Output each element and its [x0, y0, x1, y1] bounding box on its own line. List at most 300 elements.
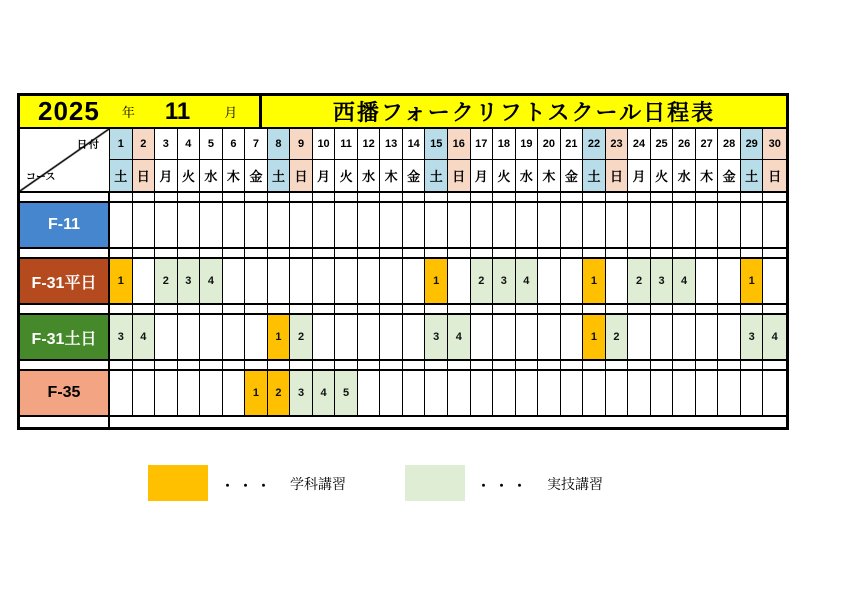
- spacer-cell: [673, 193, 696, 201]
- spacer-cell: [358, 193, 381, 201]
- dow-header-16: 日: [448, 160, 471, 192]
- schedule-cell-r4-d6: [223, 371, 246, 415]
- dow-header-2: 日: [133, 160, 156, 192]
- spacer-cell: [628, 249, 651, 257]
- schedule-cell-r1-d6: [223, 203, 246, 247]
- spacer-cell: [268, 249, 291, 257]
- schedule-cell-r1-d11: [335, 203, 358, 247]
- spacer-cell: [200, 305, 223, 313]
- spacer-cell: [178, 193, 201, 201]
- spacer-cell: [200, 249, 223, 257]
- schedule-cell-r2-d24: 2: [628, 259, 651, 303]
- schedule-cell-r3-d17: [471, 315, 494, 359]
- dow-header-17: 月: [471, 160, 494, 192]
- schedule-cell-r3-d8: 1: [268, 315, 291, 359]
- schedule-cell-r4-d29: [741, 371, 764, 415]
- spacer-cell: [606, 249, 629, 257]
- spacer-cell: [110, 249, 133, 257]
- schedule-cell-r3-d20: [538, 315, 561, 359]
- dow-header-19: 水: [516, 160, 539, 192]
- schedule-cell-r4-d25: [651, 371, 674, 415]
- month-value: 11: [164, 97, 191, 125]
- schedule-cell-r1-d23: [606, 203, 629, 247]
- schedule-cell-r4-d30: [763, 371, 786, 415]
- schedule-cell-r4-d28: [718, 371, 741, 415]
- spacer-cell: [673, 249, 696, 257]
- date-header-18: 18: [493, 129, 516, 160]
- spacer-cell: [403, 417, 426, 427]
- spacer-cell: [178, 305, 201, 313]
- spacer-cell: [335, 417, 358, 427]
- spacer-cell: [290, 417, 313, 427]
- spacer-cell: [741, 361, 764, 369]
- spacer-cell: [673, 361, 696, 369]
- schedule-cell-r2-d13: [380, 259, 403, 303]
- schedule-cell-r2-d26: 4: [673, 259, 696, 303]
- dow-header-25: 火: [651, 160, 674, 192]
- spacer-cell: [538, 249, 561, 257]
- schedule-cell-r4-d13: [380, 371, 403, 415]
- schedule-cell-r1-d16: [448, 203, 471, 247]
- schedule-cell-r1-d3: [155, 203, 178, 247]
- spacer-cell: [178, 417, 201, 427]
- spacer-cell: [628, 193, 651, 201]
- dow-header-6: 木: [223, 160, 246, 192]
- schedule-cell-r2-d9: [290, 259, 313, 303]
- schedule-cell-r3-d7: [245, 315, 268, 359]
- spacer-cell: [268, 417, 291, 427]
- date-header-7: 7: [245, 129, 268, 160]
- spacer-cell: [245, 361, 268, 369]
- legend: [0, 464, 842, 504]
- schedule-cell-r3-d25: [651, 315, 674, 359]
- schedule-cell-r2-d8: [268, 259, 291, 303]
- schedule-cell-r3-d19: [516, 315, 539, 359]
- spacer-cell: [110, 417, 133, 427]
- schedule-table: [17, 93, 789, 430]
- date-header-11: 11: [335, 129, 358, 160]
- date-header-15: 15: [425, 129, 448, 160]
- schedule-cell-r1-d27: [696, 203, 719, 247]
- schedule-cell-r1-d10: [313, 203, 336, 247]
- dow-header-23: 日: [606, 160, 629, 192]
- spacer-cell: [448, 249, 471, 257]
- spacer-row: [20, 361, 786, 371]
- spacer-cell: [763, 417, 786, 427]
- spacer-cell: [268, 305, 291, 313]
- schedule-cell-r4-d9: 3: [290, 371, 313, 415]
- schedule-cell-r3-d21: [561, 315, 584, 359]
- schedule-cell-r1-d26: [673, 203, 696, 247]
- schedule-cell-r1-d1: [110, 203, 133, 247]
- schedule-cell-r3-d10: [313, 315, 336, 359]
- dow-header-9: 日: [290, 160, 313, 192]
- date-header-16: 16: [448, 129, 471, 160]
- date-header-10: 10: [313, 129, 336, 160]
- schedule-cell-r3-d13: [380, 315, 403, 359]
- date-header-6: 6: [223, 129, 246, 160]
- spacer-cell: [718, 249, 741, 257]
- schedule-cell-r3-d15: 3: [425, 315, 448, 359]
- spacer-cell: [493, 417, 516, 427]
- spacer-cell: [155, 193, 178, 201]
- spacer-cell: [741, 417, 764, 427]
- schedule-cell-r2-d17: 2: [471, 259, 494, 303]
- spacer-cell: [110, 361, 133, 369]
- title-band: [20, 96, 786, 129]
- schedule-cell-r1-d21: [561, 203, 584, 247]
- schedule-cell-r1-d19: [516, 203, 539, 247]
- spacer-cell: [763, 193, 786, 201]
- schedule-cell-r2-d15: 1: [425, 259, 448, 303]
- spacer-cell: [380, 305, 403, 313]
- date-header-20: 20: [538, 129, 561, 160]
- spacer-cell: [538, 417, 561, 427]
- spacer-cell: [471, 193, 494, 201]
- spacer-label-cell: [20, 193, 110, 201]
- schedule-cell-r1-d17: [471, 203, 494, 247]
- schedule-cell-r3-d28: [718, 315, 741, 359]
- spacer-cell: [425, 193, 448, 201]
- schedule-cell-r2-d3: 2: [155, 259, 178, 303]
- spacer-cell: [493, 361, 516, 369]
- dow-header-12: 水: [358, 160, 381, 192]
- spacer-cell: [448, 417, 471, 427]
- spacer-row: [20, 305, 786, 315]
- schedule-cell-r3-d16: 4: [448, 315, 471, 359]
- spacer-cell: [516, 305, 539, 313]
- dow-header-13: 木: [380, 160, 403, 192]
- spacer-cell: [380, 417, 403, 427]
- spacer-cell: [561, 361, 584, 369]
- dow-header-14: 金: [403, 160, 426, 192]
- date-header-23: 23: [606, 129, 629, 160]
- spacer-cell: [425, 305, 448, 313]
- spacer-cell: [696, 249, 719, 257]
- spacer-cell: [673, 417, 696, 427]
- spacer-cell: [606, 305, 629, 313]
- schedule-cell-r4-d4: [178, 371, 201, 415]
- spacer-cell: [223, 249, 246, 257]
- schedule-cell-r1-d20: [538, 203, 561, 247]
- schedule-cell-r3-d24: [628, 315, 651, 359]
- spacer-cell: [516, 417, 539, 427]
- spacer-cell: [583, 417, 606, 427]
- spacer-cell: [696, 361, 719, 369]
- month-suffix: 月: [224, 105, 238, 120]
- corner-date-label: 日付: [77, 140, 101, 151]
- spacer-cell: [335, 361, 358, 369]
- spacer-cell: [223, 193, 246, 201]
- schedule-cell-r3-d26: [673, 315, 696, 359]
- date-header-12: 12: [358, 129, 381, 160]
- schedule-cell-r4-d8: 2: [268, 371, 291, 415]
- schedule-cell-r2-d7: [245, 259, 268, 303]
- schedule-cell-r1-d22: [583, 203, 606, 247]
- spacer-cell: [200, 361, 223, 369]
- date-header-14: 14: [403, 129, 426, 160]
- legend-swatch-gakka: [148, 465, 208, 501]
- spacer-cell: [763, 249, 786, 257]
- schedule-cell-r4-d5: [200, 371, 223, 415]
- schedule-cell-r3-d3: [155, 315, 178, 359]
- schedule-cell-r2-d12: [358, 259, 381, 303]
- spacer-cell: [155, 361, 178, 369]
- spacer-cell: [696, 417, 719, 427]
- schedule-cell-r1-d24: [628, 203, 651, 247]
- schedule-cell-r3-d18: [493, 315, 516, 359]
- course-row-4: [20, 371, 786, 417]
- spacer-cell: [696, 305, 719, 313]
- schedule-cell-r3-d14: [403, 315, 426, 359]
- dow-header-30: 日: [763, 160, 786, 192]
- calendar-body: [20, 193, 786, 427]
- schedule-cell-r3-d4: [178, 315, 201, 359]
- spacer-cell: [403, 249, 426, 257]
- year-suffix: 年: [121, 105, 135, 120]
- spacer-cell: [741, 305, 764, 313]
- schedule-cell-r4-d16: [448, 371, 471, 415]
- spacer-cell: [606, 417, 629, 427]
- schedule-cell-r1-d9: [290, 203, 313, 247]
- schedule-cell-r3-d11: [335, 315, 358, 359]
- date-header-17: 17: [471, 129, 494, 160]
- spacer-cell: [425, 361, 448, 369]
- date-header-25: 25: [651, 129, 674, 160]
- legend-label-jitsugi: 実技講習: [547, 476, 603, 492]
- spacer-cell: [403, 193, 426, 201]
- schedule-cell-r1-d15: [425, 203, 448, 247]
- schedule-cell-r2-d29: 1: [741, 259, 764, 303]
- spacer-cell: [538, 305, 561, 313]
- course-label-2: F-31平日: [20, 259, 110, 303]
- spacer-cell: [155, 417, 178, 427]
- schedule-cell-r1-d18: [493, 203, 516, 247]
- spacer-cell: [561, 193, 584, 201]
- spacer-cell: [583, 361, 606, 369]
- spacer-cell: [538, 193, 561, 201]
- spacer-cell: [493, 193, 516, 201]
- schedule-cell-r3-d23: 2: [606, 315, 629, 359]
- schedule-cell-r1-d25: [651, 203, 674, 247]
- spacer-cell: [696, 193, 719, 201]
- spacer-cell: [313, 305, 336, 313]
- schedule-cell-r2-d14: [403, 259, 426, 303]
- date-header-4: 4: [178, 129, 201, 160]
- date-dow-grid: [110, 129, 786, 191]
- spacer-cell: [380, 193, 403, 201]
- spacer-row: [20, 193, 786, 203]
- spacer-cell: [538, 361, 561, 369]
- schedule-cell-r2-d18: 3: [493, 259, 516, 303]
- date-header-24: 24: [628, 129, 651, 160]
- legend-dots-2: ・・・: [477, 478, 532, 493]
- schedule-cell-r2-d16: [448, 259, 471, 303]
- spacer-cell: [358, 305, 381, 313]
- spacer-cell: [223, 361, 246, 369]
- spacer-cell: [380, 361, 403, 369]
- schedule-cell-r2-d5: 4: [200, 259, 223, 303]
- spacer-cell: [313, 193, 336, 201]
- spacer-cell: [493, 305, 516, 313]
- schedule-cell-r4-d27: [696, 371, 719, 415]
- schedule-cell-r3-d6: [223, 315, 246, 359]
- spacer-label-cell: [20, 305, 110, 313]
- corner-course-label: コース: [26, 172, 56, 183]
- spacer-cell: [335, 249, 358, 257]
- schedule-cell-r3-d27: [696, 315, 719, 359]
- date-header-30: 30: [763, 129, 786, 160]
- spacer-cell: [133, 361, 156, 369]
- spacer-cell: [358, 249, 381, 257]
- schedule-cell-r1-d2: [133, 203, 156, 247]
- spacer-cell: [335, 193, 358, 201]
- schedule-cell-r2-d27: [696, 259, 719, 303]
- schedule-cell-r2-d21: [561, 259, 584, 303]
- schedule-cell-r2-d25: 3: [651, 259, 674, 303]
- spacer-cell: [290, 361, 313, 369]
- spacer-cell: [493, 249, 516, 257]
- dow-header-24: 月: [628, 160, 651, 192]
- spacer-cell: [516, 249, 539, 257]
- date-header-26: 26: [673, 129, 696, 160]
- schedule-cell-r4-d1: [110, 371, 133, 415]
- course-row-3: [20, 315, 786, 361]
- schedule-cell-r2-d22: 1: [583, 259, 606, 303]
- schedule-cell-r3-d30: 4: [763, 315, 786, 359]
- dow-header-8: 土: [268, 160, 291, 192]
- spacer-cell: [628, 305, 651, 313]
- spacer-cell: [133, 417, 156, 427]
- spacer-cell: [223, 417, 246, 427]
- spacer-cell: [155, 249, 178, 257]
- spacer-cell: [471, 305, 494, 313]
- dow-header-22: 土: [583, 160, 606, 192]
- schedule-cell-r4-d3: [155, 371, 178, 415]
- schedule-cell-r4-d10: 4: [313, 371, 336, 415]
- spacer-cell: [651, 361, 674, 369]
- schedule-cell-r2-d2: [133, 259, 156, 303]
- dow-header-28: 金: [718, 160, 741, 192]
- schedule-cell-r1-d5: [200, 203, 223, 247]
- spacer-cell: [651, 417, 674, 427]
- spacer-cell: [425, 417, 448, 427]
- spacer-cell: [178, 361, 201, 369]
- schedule-cell-r4-d22: [583, 371, 606, 415]
- schedule-cell-r1-d29: [741, 203, 764, 247]
- spacer-cell: [290, 305, 313, 313]
- spacer-cell: [741, 249, 764, 257]
- calendar-header: [20, 129, 786, 193]
- schedule-cell-r4-d23: [606, 371, 629, 415]
- year-value: 2025: [38, 96, 100, 126]
- date-header-28: 28: [718, 129, 741, 160]
- spacer-cell: [223, 305, 246, 313]
- corner-diagonal-cell: [20, 129, 110, 191]
- spacer-cell: [651, 193, 674, 201]
- schedule-cell-r2-d19: 4: [516, 259, 539, 303]
- spacer-cell: [583, 249, 606, 257]
- schedule-cell-r4-d2: [133, 371, 156, 415]
- spacer-cell: [245, 193, 268, 201]
- schedule-cell-r4-d18: [493, 371, 516, 415]
- schedule-cell-r2-d23: [606, 259, 629, 303]
- spacer-cell: [448, 305, 471, 313]
- date-header-9: 9: [290, 129, 313, 160]
- schedule-cell-r2-d4: 3: [178, 259, 201, 303]
- spacer-cell: [358, 361, 381, 369]
- spacer-cell: [448, 193, 471, 201]
- spacer-cell: [403, 361, 426, 369]
- spacer-cell: [471, 249, 494, 257]
- spacer-cell: [718, 417, 741, 427]
- schedule-cell-r4-d15: [425, 371, 448, 415]
- dow-header-3: 月: [155, 160, 178, 192]
- spacer-cell: [380, 249, 403, 257]
- spacer-cell: [133, 249, 156, 257]
- schedule-cell-r4-d11: 5: [335, 371, 358, 415]
- date-header-5: 5: [200, 129, 223, 160]
- legend-dots-1: ・・・: [221, 478, 276, 493]
- schedule-cell-r4-d12: [358, 371, 381, 415]
- dow-header-1: 土: [110, 160, 133, 192]
- schedule-cell-r2-d28: [718, 259, 741, 303]
- spacer-cell: [200, 193, 223, 201]
- date-header-13: 13: [380, 129, 403, 160]
- spacer-cell: [471, 361, 494, 369]
- spacer-cell: [561, 249, 584, 257]
- spacer-label-cell: [20, 249, 110, 257]
- spacer-row: [20, 417, 786, 427]
- date-header-1: 1: [110, 129, 133, 160]
- dow-header-26: 水: [673, 160, 696, 192]
- spacer-cell: [133, 193, 156, 201]
- schedule-cell-r3-d5: [200, 315, 223, 359]
- spacer-row: [20, 249, 786, 259]
- schedule-cell-r2-d10: [313, 259, 336, 303]
- schedule-cell-r3-d9: 2: [290, 315, 313, 359]
- schedule-cell-r4-d14: [403, 371, 426, 415]
- schedule-cell-r4-d21: [561, 371, 584, 415]
- spacer-cell: [245, 305, 268, 313]
- schedule-cell-r1-d28: [718, 203, 741, 247]
- year-month-cell: [20, 96, 262, 127]
- dow-header-4: 火: [178, 160, 201, 192]
- dow-header-15: 土: [425, 160, 448, 192]
- schedule-cell-r1-d4: [178, 203, 201, 247]
- spacer-cell: [425, 249, 448, 257]
- spacer-cell: [358, 417, 381, 427]
- spacer-cell: [628, 361, 651, 369]
- spacer-cell: [245, 417, 268, 427]
- schedule-cell-r3-d2: 4: [133, 315, 156, 359]
- spacer-cell: [448, 361, 471, 369]
- schedule-cell-r2-d11: [335, 259, 358, 303]
- spacer-cell: [718, 361, 741, 369]
- spacer-cell: [718, 305, 741, 313]
- spacer-cell: [290, 249, 313, 257]
- spacer-cell: [606, 193, 629, 201]
- spacer-cell: [471, 417, 494, 427]
- spacer-cell: [335, 305, 358, 313]
- spacer-cell: [516, 361, 539, 369]
- course-label-4: F-35: [20, 371, 110, 415]
- spacer-cell: [110, 305, 133, 313]
- schedule-cell-r1-d14: [403, 203, 426, 247]
- schedule-cell-r4-d7: 1: [245, 371, 268, 415]
- spacer-cell: [313, 249, 336, 257]
- spacer-cell: [741, 193, 764, 201]
